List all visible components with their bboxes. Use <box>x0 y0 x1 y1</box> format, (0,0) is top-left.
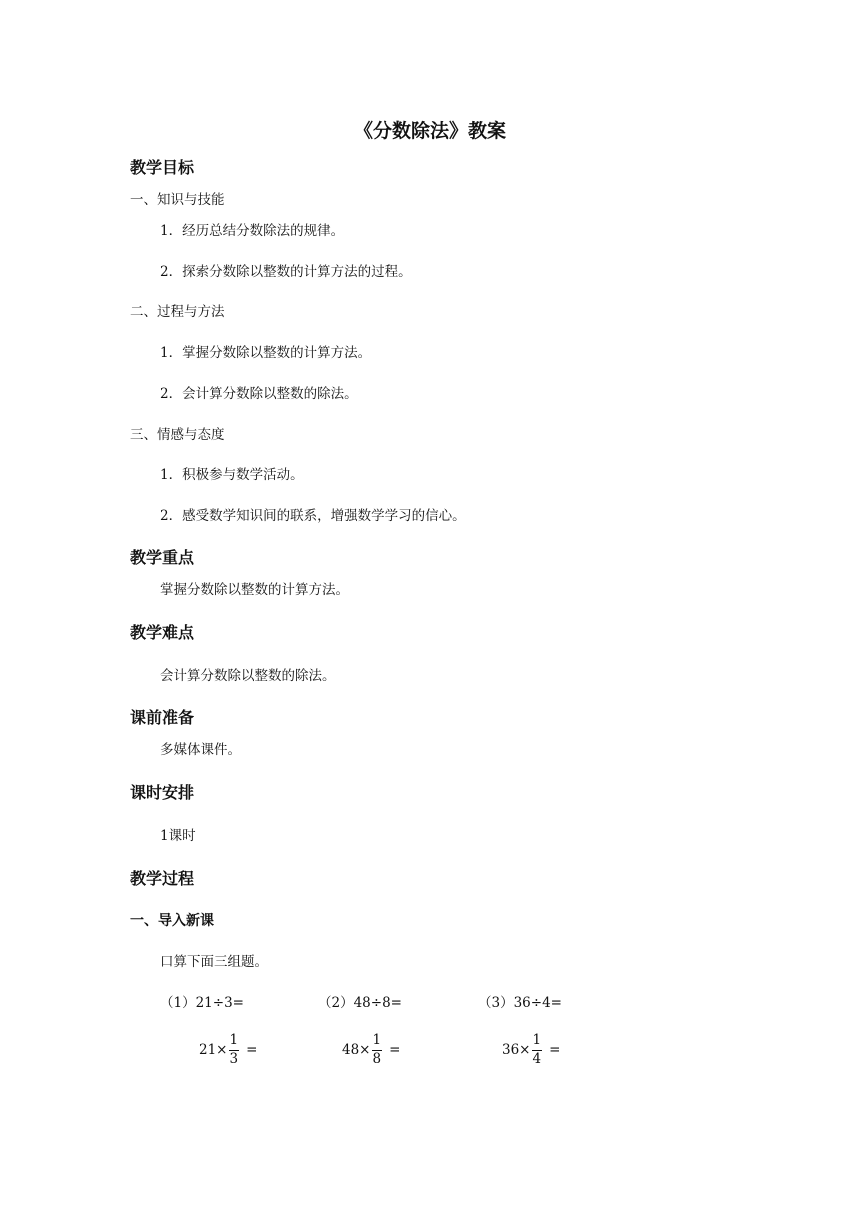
section-heading-preparation: 课前准备 <box>130 708 195 727</box>
fraction-denominator: 3 <box>229 1050 239 1067</box>
document-title: 《分数除法》教案 <box>353 120 506 142</box>
section-heading-objectives: 教学目标 <box>130 158 195 177</box>
objective-item: 2．探索分数除以整数的计算方法的过程。 <box>160 264 412 280</box>
fraction-numerator: 1 <box>229 1034 240 1051</box>
problem-line: （2）48÷8= <box>318 995 402 1011</box>
section-text: 掌握分数除以整数的计算方法。 <box>160 582 349 598</box>
objective-group-label: 二、过程与方法 <box>130 304 225 320</box>
fraction-denominator: 4 <box>532 1050 542 1067</box>
objective-group-label: 三、情感与态度 <box>130 427 225 443</box>
equals-sign: = <box>549 1042 561 1058</box>
whole-number: 48× <box>342 1042 371 1058</box>
problem-line: （3）36÷4= <box>478 995 562 1011</box>
whole-number: 21× <box>199 1042 228 1058</box>
subsection-heading: 一、导入新课 <box>130 913 214 929</box>
objective-item: 1．积极参与数学活动。 <box>160 467 304 483</box>
equals-sign: = <box>389 1042 401 1058</box>
problem-line: （1）21÷3= <box>160 995 244 1011</box>
objective-item: 2．感受数学知识间的联系，增强数学学习的信心。 <box>160 508 466 524</box>
objective-group-label: 一、知识与技能 <box>130 192 225 208</box>
fraction-denominator: 8 <box>372 1050 382 1067</box>
fraction-numerator: 1 <box>372 1034 383 1051</box>
equals-sign: = <box>246 1042 258 1058</box>
section-text: 口算下面三组题。 <box>160 954 268 970</box>
objective-item: 1．掌握分数除以整数的计算方法。 <box>160 345 372 361</box>
fraction <box>229 1034 240 1066</box>
fraction-expression <box>502 1034 560 1066</box>
whole-number: 36× <box>502 1042 531 1058</box>
fraction <box>532 1034 543 1066</box>
section-text: 会计算分数除以整数的除法。 <box>160 668 336 684</box>
objective-item: 2．会计算分数除以整数的除法。 <box>160 386 358 402</box>
section-heading-process: 教学过程 <box>130 869 195 888</box>
section-heading-difficulties: 教学难点 <box>130 623 195 642</box>
section-heading-key-points: 教学重点 <box>130 548 195 567</box>
section-text: 多媒体课件。 <box>160 742 241 758</box>
section-heading-schedule: 课时安排 <box>130 783 195 802</box>
fraction-expression <box>199 1034 257 1066</box>
fraction-expression <box>342 1034 400 1066</box>
fraction-numerator: 1 <box>532 1034 543 1051</box>
objective-item: 1．经历总结分数除法的规律。 <box>160 223 345 239</box>
section-text: 1课时 <box>160 828 196 844</box>
fraction <box>372 1034 383 1066</box>
